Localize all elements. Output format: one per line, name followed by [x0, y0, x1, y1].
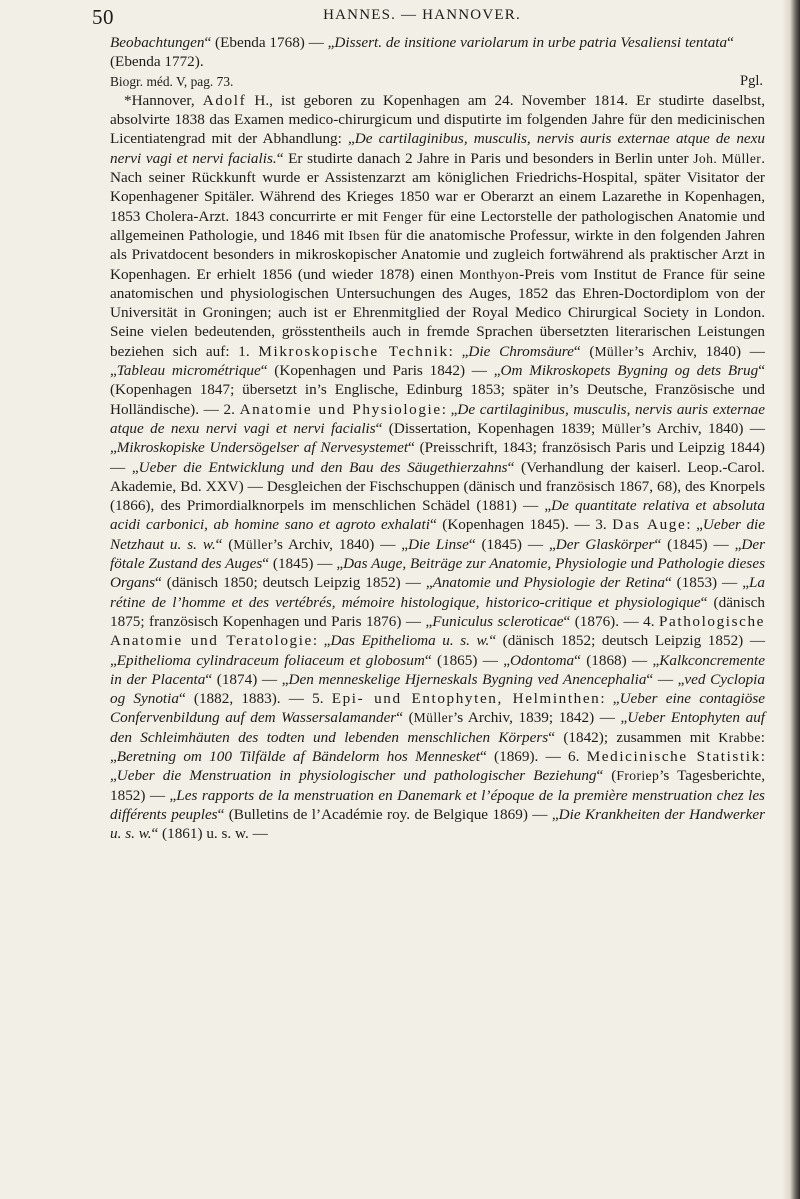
it-text: La rétine de l’homme et des vertébrés, mémoire histologique, historico-critique et physiologique [110, 574, 765, 611]
it-text: Die Krankheiten der Handwerker u. s. w. [110, 805, 765, 843]
text-run: “ (Kopenhagen und Paris 1842) — „ [260, 362, 501, 380]
text-run: “ ( [573, 342, 595, 360]
sc-text: Müller [413, 710, 454, 726]
it-text: Anatomie und Physiologie der Retina [432, 574, 665, 592]
it-text: Mikroskopiske Undersögelser af Nervesystemet [116, 439, 409, 457]
text-run: “ (Verhandlung der kaiserl. Leop.-Carol. Akademie, Bd. XXV) — Desgleichen der Fischschuppen (dänisch und französisch 1867, 68), des Knorpels (1866), des Primordialknorpels im menschlichen Schädel (1881) — „ [110, 458, 765, 515]
it-text: Ueber eine contagiöse Confervenbildung auf dem Wassersalamander [110, 690, 766, 727]
text-run: “ (Kopenhagen 1845). — 3. [429, 516, 613, 534]
it-text: Dissert. de insitione variolarum in urbe patria Vesaliensi tentata [334, 34, 728, 51]
sp-text: Medicinische Statistik [586, 747, 761, 765]
it-text: Das Auge, Beiträge zur Anatomie, Physiologie und Pathologie dieses Organs [110, 555, 765, 592]
text-run: “ (dänisch 1875; französisch Kopenhagen und Paris 1876) — „ [110, 593, 765, 630]
text-run: “ (1869). — 6. [480, 747, 587, 765]
text-run: : „ [110, 728, 766, 765]
text-run: : „ [312, 632, 331, 650]
text-run: “ ( [396, 709, 414, 727]
sc-text: Monthyon [459, 266, 520, 282]
text-run: H., ist geboren zu Kopenhagen am 24. November 1814. Er studirte daselbst, absolvirte 1838 das Examen medico-chirurgicum und disputirte im folgenden Jahre für den medicinischen Licentiatengrad mit der Abhandlung: „ [110, 91, 766, 148]
it-text: Die Linse [408, 535, 469, 553]
text-run: “ ( [596, 767, 617, 785]
text-run: “ (Kopenhagen 1847; übersetzt in’s Englische, Edinburg 1853; später in’s Deutsche, Französische und Holländische). — 2. [110, 362, 765, 418]
it-text: Tableau micrométrique [116, 362, 261, 380]
text-run: “ (Ebenda 1768) — „ [204, 34, 335, 51]
text-run: “ — „ [646, 670, 685, 688]
text-run: “ (dänisch 1850; deutsch Leipzig 1852) — „ [155, 574, 433, 592]
sc-text: Ibsen [348, 227, 380, 243]
text-run: “ (Preisschrift, 1843; französisch Paris und Leipzig 1844) — „ [110, 439, 765, 476]
page-number: 50 [92, 5, 114, 29]
text-run: ’s Archiv, 1840) — „ [110, 419, 765, 457]
it-text: Om Mikroskopets Bygning og dets Brug [500, 362, 759, 380]
text-run: “ (dänisch 1852; deutsch Leipzig 1852) — „ [110, 632, 766, 669]
sc-text: Fenger [382, 208, 423, 224]
sp-text: Anatomie und Physiologie [239, 400, 442, 418]
biography-source: Biogr. méd. V, pag. 73. [110, 73, 234, 89]
text-run: ’s Archiv, 1840) — „ [272, 535, 409, 553]
text-run: : „ [448, 342, 469, 360]
biography-reference [110, 72, 765, 91]
text-run: “ (1876). — 4. [563, 612, 659, 630]
it-text: Der fötale Zustand des Auges [110, 535, 765, 573]
text-run: “ (1845) — „ [468, 535, 556, 553]
entry-hannover-adolf [110, 91, 765, 844]
previous-entry-tail [110, 33, 765, 72]
text-run: für die anatomische Professur, wirkte in den folgenden Jahren als Privatdocent besonders in mikroskopischer Anatomie und zugleich fortwährend als praktischer Arzt in Kopenhagen. Er erhielt 1856 (und wieder 1878) einen [110, 226, 765, 283]
sp-text: Mikroskopische Technik [258, 342, 449, 360]
text-run: “ (1882, 1883). — 5. [178, 690, 332, 708]
it-text: Beobachtungen [110, 34, 205, 51]
it-text: De cartilaginibus, musculis, nervis auris externae atque de nexu nervi vagi et nervi facialis. [110, 130, 765, 167]
text-run: “ ( [215, 535, 234, 553]
it-text: Der Glaskörper [555, 535, 655, 553]
entry-headword: *Hannover, [124, 91, 203, 109]
text-run: ’s Archiv, 1840) — „ [110, 342, 765, 380]
sp-text: Das Auge [612, 516, 687, 534]
page-header [92, 5, 752, 27]
it-text: Das Epithelioma u. s. w. [330, 632, 490, 650]
it-text: Odontoma [510, 651, 575, 669]
sc-text: Joh. Müller [693, 150, 762, 166]
sc-text: Froriep [616, 768, 660, 784]
text-run: “ (1842); zusammen mit [548, 728, 719, 746]
text-run: ’s Archiv, 1839; 1842) — „ [453, 709, 628, 727]
text-run: “ (Ebenda 1772). [110, 34, 734, 71]
sp-text: Epi- und Entophyten, Helminthen [331, 690, 601, 708]
text-run: “ (1853) — „ [664, 574, 749, 592]
it-text: Ueber Entophyten auf den Schleimhäuten des todten und lebenden menschlichen Körpers [110, 709, 766, 746]
sp-text: Pathologische Anatomie und Teratologie [110, 612, 766, 650]
text-run: “ (Dissertation, Kopenhagen 1839; [375, 419, 602, 437]
it-text: Die Chromsäure [468, 342, 574, 360]
sc-text: Müller [233, 536, 273, 552]
text-run: für eine Lectorstelle der pathologischen Anatomie und allgemeinen Pathologie, und 1846 mit [110, 207, 766, 244]
text-run: “ (1845) — „ [654, 535, 742, 553]
page-binding-edge [782, 0, 800, 1199]
text-run: : „ [110, 747, 766, 785]
it-text: Ueber die Entwicklung und den Bau des Säugethierzahns [138, 458, 508, 476]
sc-text: Müller [594, 343, 634, 359]
it-text: De quantitate relativa et absoluta acidi carbonici, ab homine sano et agroto exhalati [110, 497, 765, 534]
text-run: “ Er studirte danach 2 Jahre in Paris und besonders in Berlin unter [276, 149, 694, 167]
it-text: Epithelioma cylindraceum foliaceum et globosum [116, 651, 425, 669]
sc-text: Krabbe [718, 729, 761, 745]
text-run: “ (1845) — „ [262, 555, 344, 573]
it-text: Ueber die Netzhaut u. s. w. [110, 516, 766, 553]
text-run: : „ [686, 516, 703, 534]
it-text: Les rapports de la menstruation en Danemark et l’époque de la première menstruation chez les différents peuples [110, 786, 765, 823]
text-run: “ (1861) u. s. w. — [151, 825, 268, 843]
text-run: : „ [441, 400, 458, 418]
it-text: Den menneskelige Hjerneskals Bygning ved Anencephalia [288, 670, 647, 688]
text-run: -Preis vom Institut de France für seine anatomischen und physiologischen Untersuchungen des Auges, 1852 das Ehren-Doctordiplom von der Universität in Groningen; auch ist er Ehrenmitglied der Royal Medico Chirurgical Society in London. Seine vielen bedeutenden, grösstentheils auch in fremde Sprachen übersetzten literarischen Leistungen beziehen sich auf: 1. [110, 265, 765, 360]
text-run: “ (1865) — „ [424, 651, 511, 669]
it-text: ved Cyclopia og Synotia [110, 670, 765, 708]
text-run: : „ [600, 690, 620, 708]
it-text: Ueber die Menstruation in physiologischer und pathologischer Beziehung [116, 767, 597, 785]
it-text: De cartilaginibus, musculis, nervis auris externae atque de nexu nervi vagi et nervi facialis [110, 400, 766, 437]
text-run: ’s Tagesberichte, 1852) — „ [110, 767, 766, 804]
text-run: . Nach seiner Rückkunft wurde er Assistenzarzt am königlichen Friedrichs-Hospital, später Visitator der Kopenhagener Spitäler. Während des Krieges 1850 war er Oberarzt an einem Lazarethe in Kopenhagen, 1853 Cholera-Arzt. 1843 concurrirte er mit [110, 149, 765, 225]
it-text: Beretning om 100 Tilfälde af Bändelorm hos Mennesket [116, 747, 481, 765]
text-block [110, 33, 765, 843]
it-text: Funiculus scleroticae [432, 612, 564, 630]
running-head: HANNES. — HANNOVER. [323, 7, 521, 23]
sc-text: Müller [601, 420, 641, 436]
text-run: “ (1868) — „ [574, 651, 660, 669]
text-run: “ (1874) — „ [205, 670, 289, 688]
author-signature: Pgl. [740, 72, 763, 89]
sp-text: Adolf [202, 91, 247, 109]
it-text: Kalkconcremente in der Placenta [110, 651, 765, 688]
text-run: “ (Bulletins de l’Académie roy. de Belgique 1869) — „ [217, 805, 559, 823]
